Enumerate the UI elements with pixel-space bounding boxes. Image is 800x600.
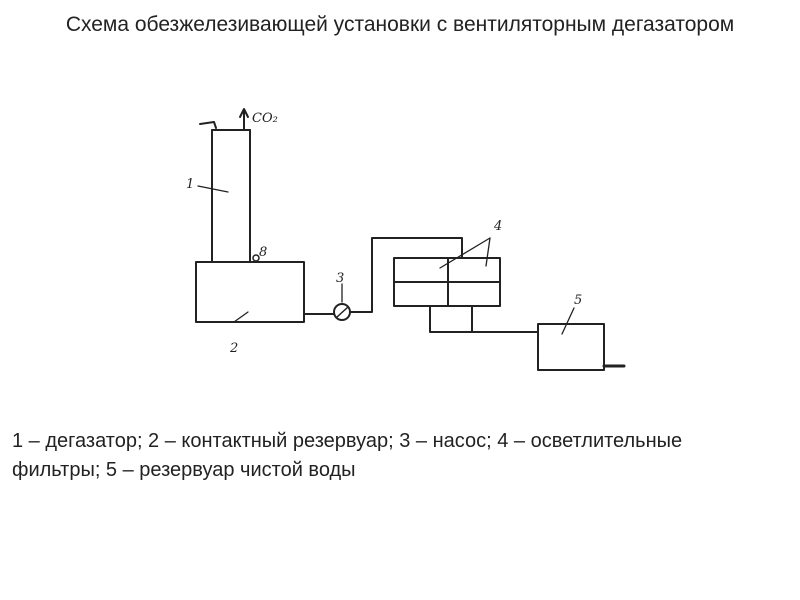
pump-number: 3: [336, 271, 345, 286]
co2-label: CO₂: [252, 111, 278, 126]
co2-outlet-arrow: [240, 109, 248, 130]
slide-title: Схема обезжелезивающей установки с вентиляторным дегазатором: [65, 13, 735, 36]
contact-tank: [196, 262, 304, 322]
eight-label: 8: [259, 245, 268, 260]
legend-caption: 1 – дегазатор; 2 – контактный резервуар; 3 – насос; 4 – осветлительные фильтры; 5 – резервуар чистой воды: [12, 430, 683, 481]
clean-water-tank: [538, 324, 604, 370]
clean-tank-number: 5: [574, 293, 583, 308]
pipe-pump-to-filters: [350, 238, 462, 312]
filters-number: 4: [494, 219, 503, 234]
pump-symbol: [334, 304, 350, 320]
degasser-number: 1: [186, 177, 195, 192]
pipe-filters-to-tank: [430, 306, 472, 332]
contact-tank-number: 2: [230, 341, 239, 356]
clarifying-filters: [394, 258, 500, 306]
